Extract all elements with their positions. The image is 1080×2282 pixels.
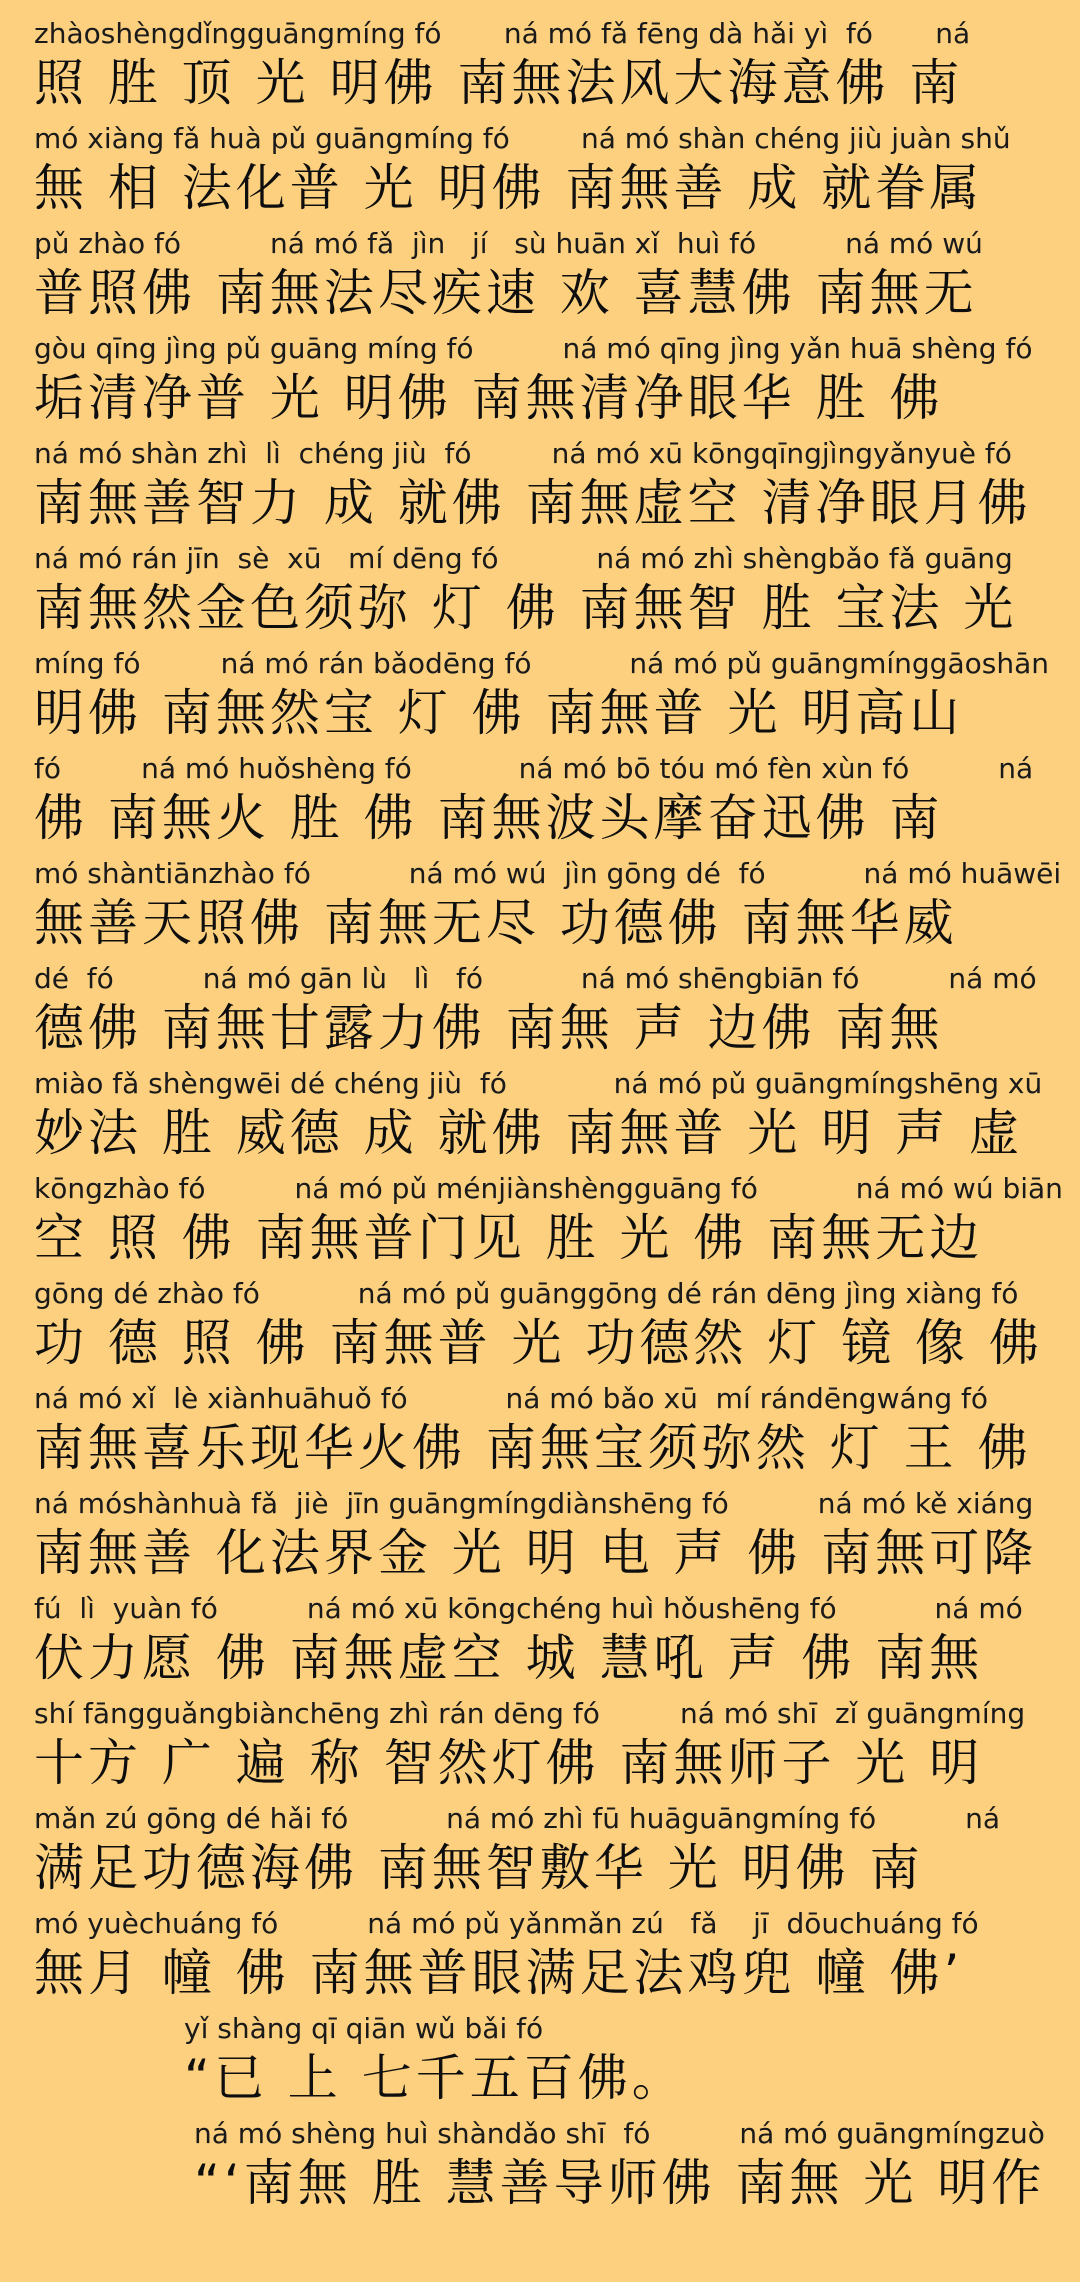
- text-line-8: [34, 753, 1046, 853]
- text-line-19: [34, 1908, 1046, 2008]
- pinyin-line: pǔ zhào fó ná mó fǎ jìn jí sù huān xǐ huì fó ná mó wú: [34, 227, 983, 260]
- hanzi-line: 德佛 南無甘露力佛 南無 声 边佛 南無: [34, 999, 944, 1057]
- hanzi-line: 十方 广 遍 称 智然灯佛 南無师子 光 明: [34, 1734, 984, 1792]
- text-line-6: [34, 543, 1046, 643]
- pinyin-line: zhàoshèngdǐngguāngmíng fó ná mó fǎ fēng dà hǎi yì fó ná: [34, 17, 971, 50]
- text-line-10: [34, 963, 1046, 1063]
- hanzi-line: 普照佛 南無法尽疾速 欢 喜慧佛 南無无: [34, 264, 978, 322]
- text-line-3: [34, 228, 1046, 328]
- text-line-4: [34, 333, 1046, 433]
- text-line-12: [34, 1172, 1063, 1273]
- hanzi-line: “已 上 七千五百佛。: [184, 2049, 686, 2107]
- text-line-21: [34, 2118, 1046, 2218]
- hanzi-line: 南無然金色须弥 灯 佛 南無智 胜 宝法 光: [34, 579, 1018, 637]
- hanzi-line: “‘南無 胜 慧善导师佛 南無 光 明作: [194, 2154, 1046, 2212]
- pinyin-line: míng fó ná mó rán bǎodēng fó ná mó pǔ guāngmínggāoshān: [34, 647, 1049, 680]
- pinyin-line: ná mó rán jīn sè xū mí dēng fó ná mó zhì shèngbǎo fǎ guāng: [34, 542, 1013, 575]
- pinyin-line: mǎn zú gōng dé hǎi fó ná mó zhì fū huāguāngmíng fó ná: [34, 1802, 1001, 1835]
- pinyin-line: mó yuèchuáng fó ná mó pǔ yǎnmǎn zú fǎ jī dōuchuáng fó: [34, 1907, 979, 1940]
- hanzi-line: 功 德 照 佛 南無普 光 功德然 灯 镜 像 佛: [34, 1314, 1043, 1372]
- hanzi-line: 空 照 佛 南無普门见 胜 光 佛 南無无边: [34, 1209, 984, 1267]
- text-line-14: [34, 1383, 1046, 1483]
- pinyin-line: fú lì yuàn fó ná mó xū kōngchéng huì hǒushēng fó ná mó: [34, 1592, 1023, 1625]
- pinyin-line: mó xiàng fǎ huà pǔ guāngmíng fó ná mó shàn chéng jiù juàn shǔ: [34, 122, 1011, 155]
- text-line-13: [34, 1278, 1046, 1378]
- hanzi-line: 明佛 南無然宝 灯 佛 南無普 光 明高山: [34, 684, 964, 742]
- text-line-18: [34, 1803, 1046, 1903]
- hanzi-line: 南無善 化法界金 光 明 电 声 佛 南無可降: [34, 1524, 1038, 1582]
- pinyin-line: dé fó ná mó gān lù lì fó ná mó shēngbiān fó ná mó: [34, 962, 1037, 995]
- pinyin-line: gōng dé zhào fó ná mó pǔ guānggōng dé rán dēng jìng xiàng fó: [34, 1277, 1019, 1310]
- pinyin-line: shí fāngguǎngbiànchēng zhì rán dēng fó ná mó shī zǐ guāngmíng: [34, 1697, 1026, 1730]
- text-line-5: [34, 438, 1046, 538]
- text-line-2: [34, 123, 1046, 223]
- text-line-1: [34, 18, 1046, 118]
- text-line-20: [34, 2013, 1046, 2113]
- text-line-16: [34, 1593, 1046, 1693]
- pinyin-line: ná mó shèng huì shàndǎo shī fó ná mó guāngmíngzuò: [194, 2117, 1045, 2150]
- pinyin-line: miào fǎ shèngwēi dé chéng jiù fó ná mó pǔ guāngmíngshēng xū: [34, 1067, 1043, 1100]
- hanzi-line: 無月 幢 佛 南無普眼满足法鸡兜 幢 佛’: [34, 1944, 964, 2002]
- hanzi-line: 妙法 胜 威德 成 就佛 南無普 光 明 声 虚: [34, 1104, 1024, 1162]
- pinyin-line: fó ná mó huǒshèng fó ná mó bō tóu mó fèn xùn fó ná: [34, 752, 1034, 785]
- hanzi-line: 垢清净普 光 明佛 南無清净眼华 胜 佛: [34, 369, 944, 427]
- pinyin-line: mó shàntiānzhào fó ná mó wú jìn gōng dé fó ná mó huāwēi: [34, 857, 1062, 890]
- hanzi-line: 無善天照佛 南無无尽 功德佛 南無华威: [34, 894, 958, 952]
- pinyin-line: gòu qīng jìng pǔ guāng míng fó ná mó qīng jìng yǎn huā shèng fó: [34, 332, 1033, 365]
- text-line-15: [34, 1488, 1046, 1588]
- pinyin-line: yǐ shàng qī qiān wǔ bǎi fó: [184, 2012, 544, 2045]
- hanzi-line: 南無善智力 成 就佛 南無虚空 清净眼月佛: [34, 474, 1032, 532]
- hanzi-line: 佛 南無火 胜 佛 南無波头摩奋迅佛 南: [34, 789, 944, 847]
- text-line-17: [34, 1698, 1046, 1798]
- hanzi-line: 伏力愿 佛 南無虚空 城 慧吼 声 佛 南無: [34, 1629, 984, 1687]
- hanzi-line: 南無喜乐现华火佛 南無宝须弥然 灯 王 佛: [34, 1419, 1032, 1477]
- hanzi-line: 满足功德海佛 南無智敷华 光 明佛 南: [34, 1839, 924, 1897]
- hanzi-line: 無 相 法化普 光 明佛 南無善 成 就眷属: [34, 159, 984, 217]
- pinyin-line: kōngzhào fó ná mó pǔ ménjiànshèngguāng fó ná mó wú biān: [34, 1172, 1063, 1205]
- pinyin-line: ná mó shàn zhì lì chéng jiù fó ná mó xū kōngqīngjìngyǎnyuè fó: [34, 437, 1012, 470]
- text-line-9: [34, 857, 1062, 958]
- hanzi-line: 照 胜 顶 光 明佛 南無法风大海意佛 南: [34, 54, 964, 112]
- text-line-11: [34, 1068, 1046, 1168]
- pinyin-line: ná móshànhuà fǎ jiè jīn guāngmíngdiànshēng fó ná mó kě xiáng: [34, 1487, 1034, 1520]
- text-line-7: [34, 647, 1049, 748]
- pinyin-line: ná mó xǐ lè xiànhuāhuǒ fó ná mó bǎo xū mí rándēngwáng fó: [34, 1382, 989, 1415]
